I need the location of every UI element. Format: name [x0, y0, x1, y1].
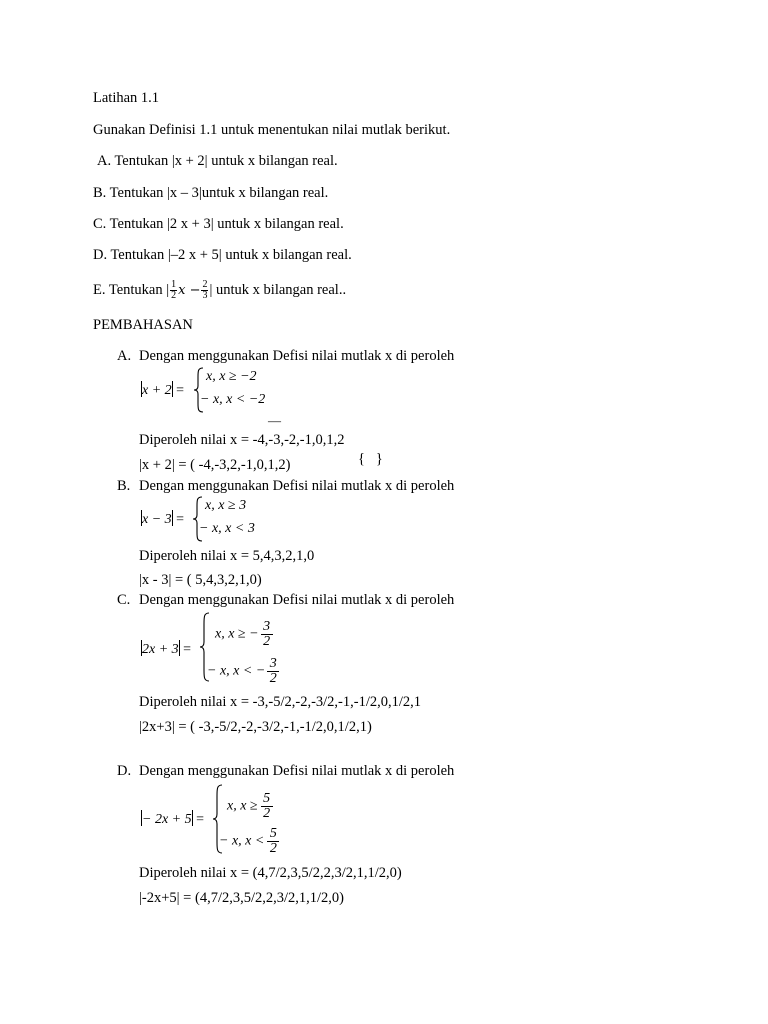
fraction-denominator: 2 — [269, 841, 277, 856]
section-b-lhs: x − 3 = — [142, 512, 185, 527]
section-c-case-2 — [207, 657, 279, 686]
case-fraction — [261, 620, 273, 649]
section-a-case-2: − x, x < −2 — [200, 392, 266, 407]
question-e-variable: x − — [178, 282, 201, 298]
question-b: B. Tentukan |x – 3|untuk x bilangan real. — [93, 185, 329, 201]
section-d-case-1 — [227, 792, 273, 821]
question-a: A. Tentukan |x + 2| untuk x bilangan real. — [97, 153, 338, 169]
case-text: x, x ≥ − — [215, 626, 259, 642]
section-d-values: Diperoleh nilai x = (4,7/2,3,5/2,2,3/2,1,1/2,0) — [139, 865, 402, 881]
case-text: − x, x < − — [207, 663, 266, 679]
abs-expression: x − 3 — [142, 512, 172, 527]
case-text: − x, x < — [219, 833, 265, 849]
section-b-intro: Dengan menggunakan Defisi nilai mutlak x di peroleh — [139, 478, 455, 494]
section-a-stray-braces: { } — [358, 451, 383, 467]
section-a-lhs: x + 2 = — [142, 383, 185, 398]
question-d: D. Tentukan |–2 x + 5| untuk x bilangan real. — [93, 247, 352, 263]
fraction-numerator: 2 — [202, 279, 208, 290]
section-c-values: Diperoleh nilai x = -3,-5/2,-2,-3/2,-1,-1/2,0,1/2,1 — [139, 694, 422, 710]
section-c-lhs: 2x + 3 = — [142, 642, 192, 657]
section-a-stray-dash: — — [268, 413, 281, 428]
section-a-intro: Dengan menggunakan Defisi nilai mutlak x di peroleh — [139, 348, 455, 364]
section-b-result: |x - 3| = ( 5,4,3,2,1,0) — [139, 572, 262, 588]
question-e-prefix: E. Tentukan | — [93, 281, 170, 298]
question-e-fraction-2 — [201, 280, 208, 301]
case-fraction — [261, 792, 273, 821]
fraction-numerator: 3 — [263, 619, 271, 634]
question-c: C. Tentukan |2 x + 3| untuk x bilangan real. — [93, 216, 344, 232]
pembahasan-heading: PEMBAHASAN — [93, 317, 193, 333]
section-d-result: |-2x+5| = (4,7/2,3,5/2,2,3/2,1,1/2,0) — [139, 890, 345, 906]
section-c-result: |2x+3| = ( -3,-5/2,-2,-3/2,-1,-1/2,0,1/2,1) — [139, 719, 372, 735]
fraction-denominator: 2 — [269, 671, 277, 686]
question-e-fraction-1 — [170, 280, 177, 301]
section-d-label: D. — [117, 763, 132, 779]
section-b-values: Diperoleh nilai x = 5,4,3,2,1,0 — [139, 548, 315, 564]
fraction-denominator: 2 — [263, 806, 271, 821]
page-title: Latihan 1.1 — [93, 90, 160, 106]
fraction-numerator: 1 — [171, 279, 177, 290]
section-d-case-2 — [219, 827, 279, 856]
abs-expression: x + 2 — [142, 383, 172, 398]
section-b-case-2: − x, x < 3 — [199, 521, 255, 536]
fraction-numerator: 5 — [263, 791, 271, 806]
case-fraction — [267, 827, 279, 856]
question-e-suffix: | untuk x bilangan real.. — [209, 281, 347, 298]
section-a-label: A. — [117, 348, 132, 364]
section-c-label: C. — [117, 592, 131, 608]
question-e — [93, 280, 346, 301]
fraction-denominator: 3 — [202, 290, 208, 301]
section-c-case-1 — [215, 620, 273, 649]
section-d-lhs: − 2x + 5 = — [142, 812, 205, 827]
section-a-values: Diperoleh nilai x = -4,-3,-2,-1,0,1,2 — [139, 432, 345, 448]
abs-expression: − 2x + 5 — [142, 812, 192, 827]
case-fraction — [267, 657, 279, 686]
section-d-intro: Dengan menggunakan Defisi nilai mutlak x di peroleh — [139, 763, 455, 779]
fraction-denominator: 2 — [171, 290, 177, 301]
section-b-label: B. — [117, 478, 131, 494]
abs-expression: 2x + 3 — [142, 642, 179, 657]
section-a-result: |x + 2| = ( -4,-3,2,-1,0,1,2) — [139, 457, 291, 473]
case-text: x, x ≥ — [227, 798, 258, 814]
intro-text: Gunakan Definisi 1.1 untuk menentukan nilai mutlak berikut. — [93, 122, 451, 138]
fraction-denominator: 2 — [263, 634, 271, 649]
section-b-case-1: x, x ≥ 3 — [205, 498, 247, 513]
section-c-intro: Dengan menggunakan Defisi nilai mutlak x di peroleh — [139, 592, 455, 608]
fraction-numerator: 3 — [269, 656, 277, 671]
section-a-case-1: x, x ≥ −2 — [206, 369, 257, 384]
fraction-numerator: 5 — [269, 826, 277, 841]
